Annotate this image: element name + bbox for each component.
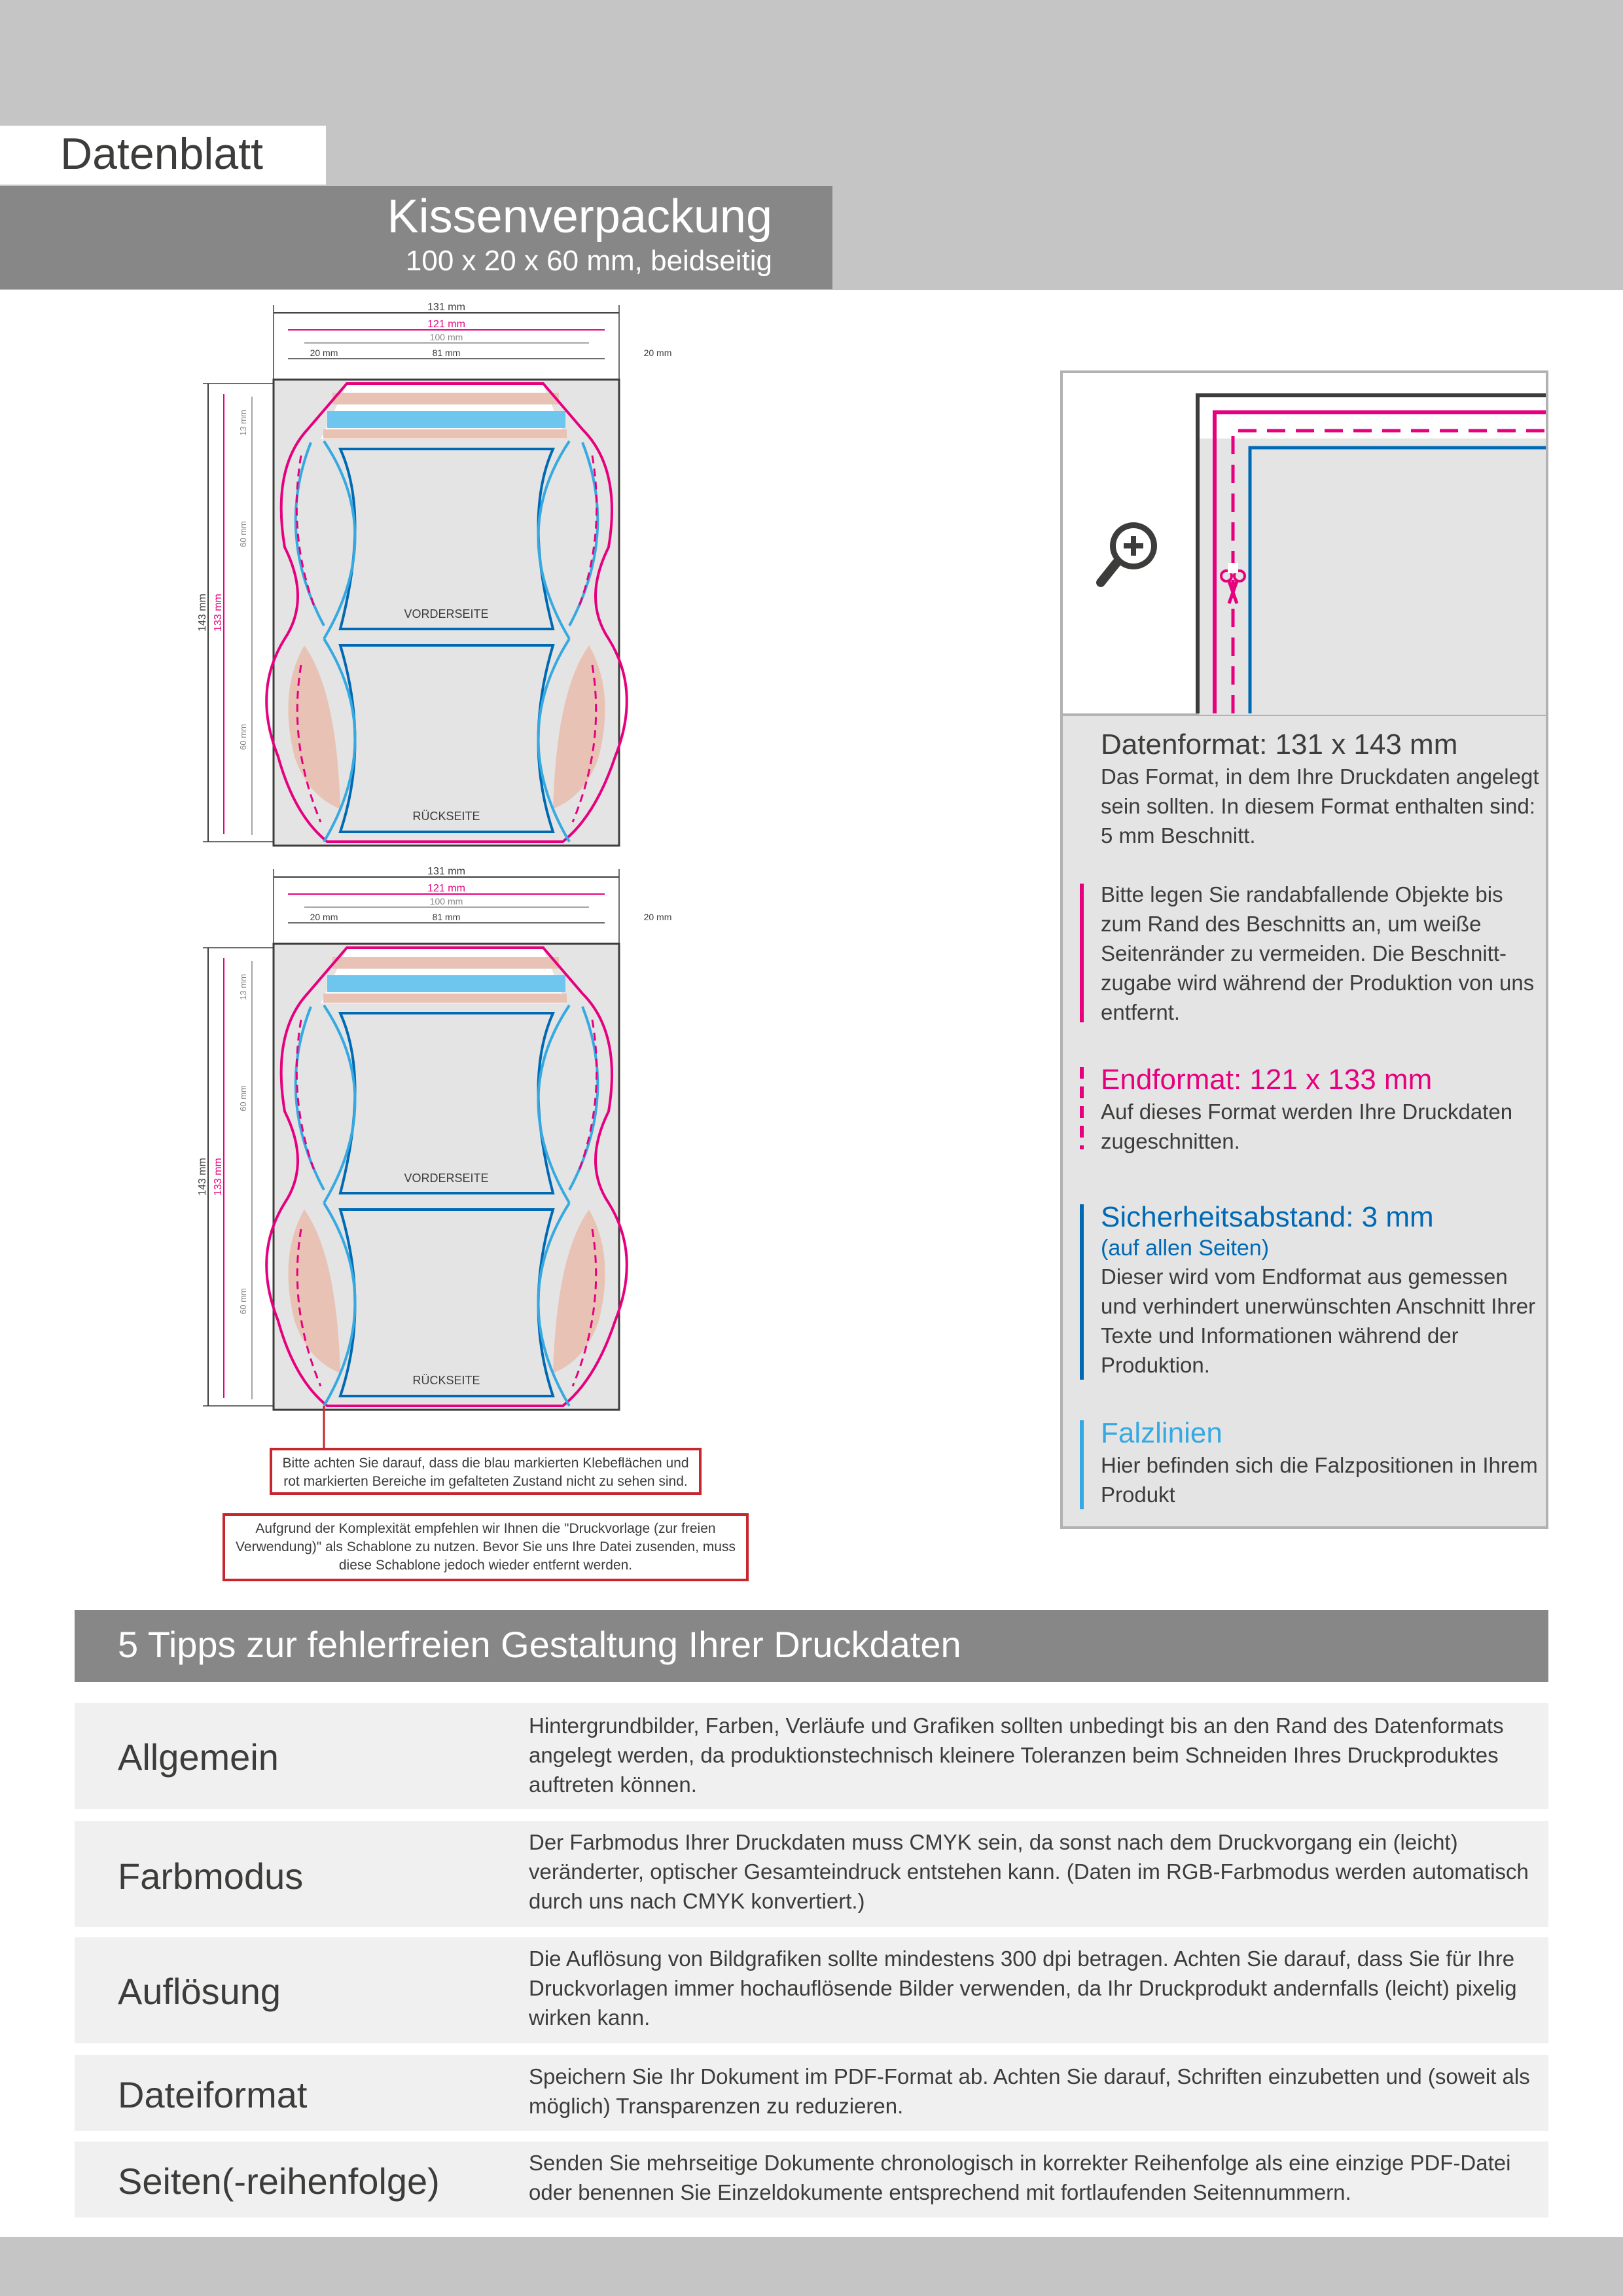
tip-text: Speichern Sie Ihr Dokument im PDF-Format ab. Achten Sie darauf, Schriften einzubetten und (soweit als möglich) Transparenzen zu reduzieren. <box>529 2064 1530 2118</box>
tip-row-allgemein <box>75 1703 1548 1809</box>
safety-subtitle: (auf allen Seiten) <box>1101 1236 1270 1261</box>
tip-label: Seiten(-reihenfolge) <box>118 2161 440 2202</box>
zoom-detail-box <box>1060 370 1548 716</box>
tip-label: Farbmodus <box>118 1856 304 1897</box>
safety-section <box>1101 1200 1546 1380</box>
dim-end-height: 133 mm <box>213 1158 224 1196</box>
back-label: RÜCKSEITE <box>412 810 480 823</box>
tip-row-dateiformat <box>75 2055 1548 2131</box>
bleed-section <box>1101 880 1546 1027</box>
dim-total-height: 143 mm <box>197 1158 208 1196</box>
dim-panel-height-back: 60 mm <box>238 1288 248 1314</box>
tip-label: Auflösung <box>118 1971 281 2012</box>
safety-title: Sicherheitsabstand: 3 mm <box>1101 1201 1434 1233</box>
dieline-art <box>203 869 627 1452</box>
tip-text: Die Auflösung von Bildgrafiken sollte mindestens 300 dpi betragen. Achten Sie darauf, dass Sie für Ihre Druckvorlagen immer hochauflösende Bilder verwenden, da Ihr Druckprodukt andernfalls (leicht) pixelig wirken kann. <box>529 1946 1517 2030</box>
tip-row-farbmodus <box>75 1821 1548 1927</box>
dim-end-width: 121 mm <box>427 319 465 330</box>
dim-panel-height-front: 60 mm <box>238 521 248 547</box>
datenformat-text: Das Format, in dem Ihre Druckdaten angelegt sein sollten. In diesem Format enthalten sind: 5 mm Beschnitt. <box>1101 764 1539 848</box>
tip-text: Der Farbmodus Ihrer Druckdaten muss CMYK sein, da sonst nach dem Druckvorgang ein (leicht) veränderter, optischer Gesamteindruck entstehen kann. (Daten im RGB-Farbmodus werden automatisch durch uns nach CMYK konvertiert.) <box>529 1830 1529 1913</box>
format-legend-box <box>1060 716 1548 1529</box>
dim-inner-width: 100 mm <box>429 896 463 906</box>
dim-inner-width: 100 mm <box>429 332 463 342</box>
tip-label: Dateiformat <box>118 2074 308 2115</box>
product-subtitle: 100 x 20 x 60 mm, beidseitig <box>405 245 772 277</box>
endformat-title: Endformat: 121 x 133 mm <box>1101 1064 1433 1096</box>
front-label: VORDERSEITE <box>404 1172 489 1185</box>
dim-panel-height-back: 60 mm <box>238 724 248 750</box>
tip-text: Senden Sie mehrseitige Dokumente chronologisch in korrekter Reihenfolge als eine einzige PDF-Datei oder benennen Sie Einzeldokumente entsprechend mit fortlaufenden Seitennummern. <box>529 2151 1511 2204</box>
dim-flap-height: 13 mm <box>238 410 248 436</box>
footer-band <box>0 2237 1623 2296</box>
front-label: VORDERSEITE <box>404 607 489 620</box>
tip-label: Allgemein <box>118 1736 279 1778</box>
dim-right-flap: 20 mm <box>643 348 672 358</box>
dim-left-flap: 20 mm <box>310 348 338 358</box>
datenformat-title: Datenformat: 131 x 143 mm <box>1101 728 1458 761</box>
safety-marker <box>1080 1204 1084 1380</box>
endformat-marker <box>1080 1067 1084 1149</box>
dim-end-height: 133 mm <box>213 594 224 632</box>
dim-panel-height-front: 60 mm <box>238 1085 248 1111</box>
magnifier-plus-icon <box>1101 522 1157 583</box>
bleed-marker <box>1080 884 1084 1022</box>
product-title: Kissenverpackung <box>387 190 772 243</box>
tip-text: Hintergrundbilder, Farben, Verläufe und Grafiken sollten unbedingt bis an den Rand des Datenformats angelegt werden, da produktionstechnisch kleinere Toleranzen beim Schneiden Ihres Druckproduktes auftreten können. <box>529 1713 1504 1797</box>
endformat-text: Auf dieses Format werden Ihre Druckdaten zugeschnitten. <box>1101 1100 1513 1153</box>
dim-right-flap: 20 mm <box>643 912 672 922</box>
endformat-section <box>1101 1063 1546 1156</box>
dieline-diagram-1 <box>190 298 726 861</box>
dim-flap-height: 13 mm <box>238 974 248 1000</box>
dim-left-flap: 20 mm <box>310 912 338 922</box>
dim-total-width: 131 mm <box>427 302 465 313</box>
fold-marker <box>1080 1420 1084 1509</box>
fold-text: Hier befinden sich die Falzpositionen in Ihrem Produkt <box>1101 1453 1538 1507</box>
datenformat-section <box>1101 728 1546 850</box>
zoom-detail-art <box>1063 373 1546 716</box>
template-advice-note: Aufgrund der Komplexität empfehlen wir Ihnen die "Druckvorlage (zur freien Verwendung)" als Schablone zu nutzen. Bevor Sie uns Ihre Datei zusenden, muss diese Schablone jedoch wieder entfernt werden. <box>223 1513 749 1581</box>
fold-section <box>1101 1416 1546 1509</box>
doc-type-label: Datenblatt <box>60 129 263 179</box>
product-title-box <box>0 186 832 289</box>
dim-middle: 81 mm <box>432 348 461 358</box>
dim-middle: 81 mm <box>432 912 461 922</box>
tips-header <box>75 1610 1548 1682</box>
dieline-diagram-2 <box>190 863 726 1426</box>
glue-warning-note: Bitte achten Sie darauf, dass die blau markierten Klebeflächen und rot markierten Bereiche im gefalteten Zustand nicht zu sehen sind. <box>270 1448 702 1495</box>
tips-header-title: 5 Tipps zur fehlerfreien Gestaltung Ihrer Druckdaten <box>118 1624 961 1665</box>
dim-end-width: 121 mm <box>427 883 465 894</box>
dim-total-width: 131 mm <box>427 866 465 877</box>
dim-total-height: 143 mm <box>197 594 208 632</box>
dieline-art <box>203 305 627 846</box>
bleed-text: Bitte legen Sie randabfallende Objekte bis zum Rand des Beschnitts an, um weiße Seitenränder zu vermeiden. Die Beschnitt-zugabe wird während der Produktion von uns entfernt. <box>1101 882 1535 1024</box>
tip-row-seiten <box>75 2142 1548 2217</box>
fold-title: Falzlinien <box>1101 1417 1222 1449</box>
tip-row-aufloesung <box>75 1937 1548 2043</box>
doc-type-tab <box>0 126 326 185</box>
safety-text: Dieser wird vom Endformat aus gemessen und verhindert unerwünschten Anschnitt Ihrer Texte und Informationen während der Produktion. <box>1101 1265 1536 1377</box>
back-label: RÜCKSEITE <box>412 1374 480 1387</box>
